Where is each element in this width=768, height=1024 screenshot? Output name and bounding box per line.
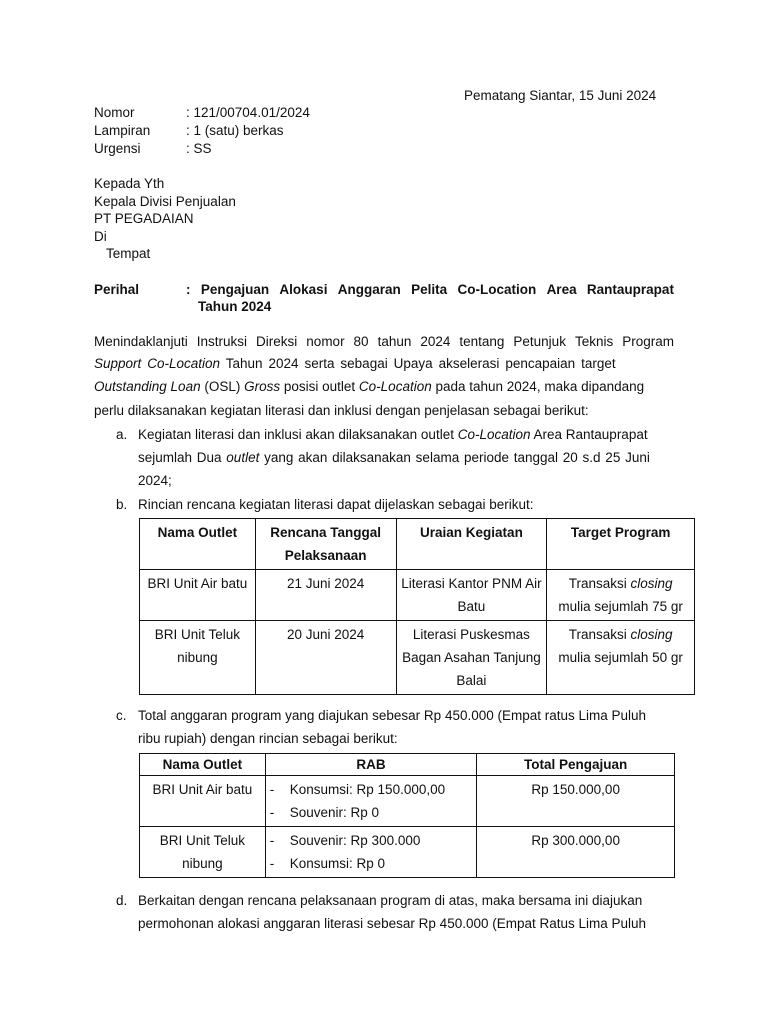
- recipient-line: Kepada Yth: [94, 176, 165, 191]
- subject-word: Rantauprapat: [586, 282, 674, 297]
- letter-date: Pematang Siantar, 15 Juni 2024: [464, 88, 657, 103]
- table-cell-total: Rp 150.000,00: [477, 776, 675, 827]
- rab-text: Souvenir: Rp 0: [289, 805, 380, 820]
- intro-line-3: [94, 379, 644, 394]
- table-row: [140, 570, 695, 621]
- table-header-row: [140, 519, 695, 570]
- target-italic: closing: [630, 627, 673, 642]
- table-header: Total Pengajuan: [477, 754, 675, 776]
- table-row: [140, 827, 675, 878]
- meta-label-lampiran: Lampiran: [94, 123, 151, 138]
- meta-value-nomor: : 121/00704.01/2024: [186, 105, 310, 120]
- item-a-italic: Co-Location: [457, 427, 531, 442]
- item-a-line-2: [138, 450, 674, 465]
- subject-word: Area: [546, 282, 577, 297]
- rab-item: - Konsumsi: Rp 150.000,00: [269, 782, 446, 797]
- table-cell-date: 20 Juni 2024: [255, 621, 396, 695]
- item-b-text: Rincian rencana kegiatan literasi dapat dijelaskan sebagai berikut:: [138, 497, 534, 512]
- item-a-text: yang akan dilaksanakan selama periode tanggal 20 s.d 25 Juni: [259, 450, 650, 465]
- table-cell-rab: [265, 827, 477, 878]
- table-row: [140, 776, 675, 827]
- table-header: Rencana Tanggal Pelaksanaan: [255, 519, 396, 570]
- intro-word: Petunjuk: [513, 334, 566, 349]
- item-a-line-3: 2024;: [138, 473, 172, 488]
- recipient-line: Tempat: [106, 246, 151, 261]
- intro-word: tentang: [459, 334, 505, 349]
- item-a-text: Area Rantauprapat: [530, 427, 648, 442]
- recipient-line: Kepala Divisi Penjualan: [94, 194, 236, 209]
- meta-label-urgensi: Urgensi: [94, 141, 141, 156]
- table-cell-target: [547, 621, 695, 695]
- rab-item: - Konsumsi: Rp 0: [269, 856, 386, 871]
- item-a-marker: a.: [116, 427, 128, 442]
- table-header-row: [140, 754, 675, 776]
- table-header: Nama Outlet: [140, 519, 256, 570]
- item-d-line-1: Berkaitan dengan rencana pelaksanaan program di atas, maka bersama ini diajukan: [138, 893, 643, 908]
- rab-text: Souvenir: Rp 300.000: [289, 833, 421, 848]
- subject-word: Alokasi: [279, 282, 328, 297]
- subject-label: Perihal: [94, 282, 140, 297]
- meta-label-nomor: Nomor: [94, 105, 135, 120]
- target-text: Transaksi: [568, 627, 631, 642]
- table-row: [140, 621, 695, 695]
- subject-line-1: [186, 282, 674, 297]
- intro-word: Direksi: [256, 334, 298, 349]
- item-a-text: Kegiatan literasi dan inklusi akan dilaksanakan outlet: [138, 427, 458, 442]
- intro-l3-italic: Gross: [244, 379, 281, 394]
- intro-word: Instruksi: [196, 334, 248, 349]
- item-c-marker: c.: [116, 708, 127, 723]
- target-text: mulia sejumlah 50 gr: [558, 650, 683, 665]
- table-cell-outlet: BRI Unit Air batu: [140, 570, 256, 621]
- intro-word: Teknis: [574, 334, 614, 349]
- subject-word: Anggaran: [337, 282, 401, 297]
- item-a-italic: outlet: [226, 450, 260, 465]
- subject-word: Pelita: [411, 282, 448, 297]
- intro-l3-text: (OSL): [200, 379, 245, 394]
- intro-word: Program: [622, 334, 674, 349]
- meta-value-urgensi: : SS: [186, 141, 212, 156]
- intro-line-4: perlu dilaksanakan kegiatan literasi dan inklusi dengan penjelasan sebagai berikut:: [94, 403, 589, 418]
- target-text: mulia sejumlah 75 gr: [558, 599, 683, 614]
- intro-line-2: [94, 356, 674, 371]
- intro-word: 2024: [420, 334, 451, 349]
- intro-word: nomor: [306, 334, 345, 349]
- intro-word: tahun: [377, 334, 412, 349]
- item-a-text: sejumlah Dua: [138, 450, 227, 465]
- rab-text: Konsumsi: Rp 150.000,00: [289, 782, 446, 797]
- rab-item: - Souvenir: Rp 300.000: [269, 833, 421, 848]
- item-c-line-1: Total anggaran program yang diajukan sebesar Rp 450.000 (Empat ratus Lima Puluh: [138, 708, 647, 723]
- recipient-line: PT PEGADAIAN: [94, 211, 194, 226]
- intro-word: 80: [353, 334, 369, 349]
- table-cell-activity: Literasi Puskesmas Bagan Asahan Tanjung Balai: [396, 621, 547, 695]
- intro-l3-text: pada tahun 2024, maka dipandang: [431, 379, 645, 394]
- subject-word: Co-Location: [457, 282, 537, 297]
- subject-word: Pengajuan: [200, 282, 270, 297]
- table-cell-outlet: BRI Unit Teluk nibung: [140, 827, 266, 878]
- item-a-line-1: [138, 427, 648, 442]
- rab-text: Konsumsi: Rp 0: [289, 856, 386, 871]
- meta-value-lampiran: : 1 (satu) berkas: [186, 123, 284, 138]
- recipient-line: Di: [94, 229, 107, 244]
- table-cell-target: [547, 570, 695, 621]
- table-cell-activity: Literasi Kantor PNM Air Batu: [396, 570, 547, 621]
- item-b-marker: b.: [116, 497, 128, 512]
- intro-l2-italic: Support Co-Location: [94, 356, 221, 371]
- table-cell-rab: [265, 776, 477, 827]
- budget-table: [139, 753, 675, 878]
- rab-item: - Souvenir: Rp 0: [269, 805, 380, 820]
- table-header: RAB: [265, 754, 477, 776]
- target-italic: closing: [630, 576, 673, 591]
- intro-l2-text: Tahun 2024 serta sebagai Upaya akselerasi pencapaian target: [220, 356, 616, 371]
- table-header: Target Program: [547, 519, 695, 570]
- item-d-line-2: permohonan alokasi anggaran literasi sebesar Rp 450.000 (Empat Ratus Lima Puluh: [138, 916, 647, 931]
- intro-l3-text: posisi outlet: [280, 379, 359, 394]
- target-text: Transaksi: [568, 576, 631, 591]
- item-c-line-2: ribu rupiah) dengan rincian sebagai berikut:: [138, 731, 398, 746]
- table-cell-outlet: BRI Unit Air batu: [140, 776, 266, 827]
- table-header: Nama Outlet: [140, 754, 266, 776]
- intro-word: Menindaklanjuti: [94, 334, 188, 349]
- subject-word: :: [186, 282, 191, 297]
- item-d-marker: d.: [116, 893, 128, 908]
- table-cell-total: Rp 300.000,00: [477, 827, 675, 878]
- subject-line-2: Tahun 2024: [198, 299, 272, 314]
- table-cell-outlet: BRI Unit Teluk nibung: [140, 621, 256, 695]
- table-header: Uraian Kegiatan: [396, 519, 547, 570]
- table-cell-date: 21 Juni 2024: [255, 570, 396, 621]
- intro-line-1: [94, 334, 674, 349]
- intro-l3-italic: Co-Location: [358, 379, 432, 394]
- intro-l3-italic: Outstanding Loan: [94, 379, 201, 394]
- activity-table: [139, 518, 695, 695]
